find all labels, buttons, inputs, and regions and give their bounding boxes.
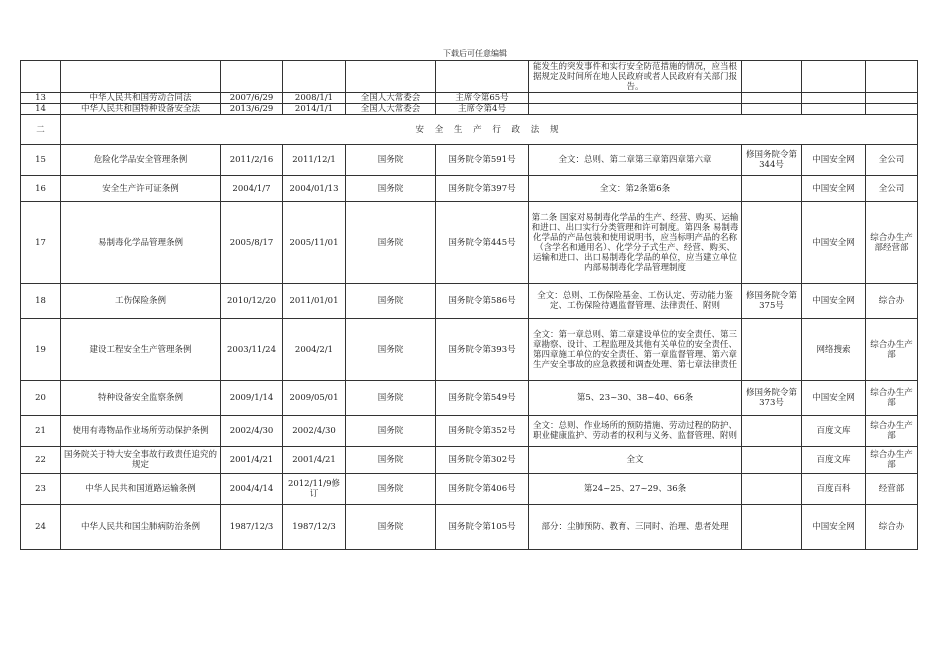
cell-dept: 综合办生产部 <box>866 381 918 416</box>
table-row <box>21 505 918 550</box>
cell-source: 百度百科 <box>802 474 866 505</box>
cell-doc: 国务院令第302号 <box>436 447 529 474</box>
cell-effective: 2011/12/1 <box>283 145 346 176</box>
cell-published: 2004/4/14 <box>221 474 283 505</box>
cell-num: 17 <box>21 202 61 284</box>
cell-effective: 1987/12/3 <box>283 505 346 550</box>
cell-source: 中国安全网 <box>802 284 866 319</box>
cell-name: 特种设备安全监察条例 <box>61 381 221 416</box>
cell-dept: 综合办生产部 <box>866 319 918 381</box>
cell-published: 2005/8/17 <box>221 202 283 284</box>
cell-doc: 国务院令第406号 <box>436 474 529 505</box>
cell-amend: 修国务院令第373号 <box>742 381 802 416</box>
cell-issuer: 国务院 <box>346 176 436 202</box>
cell-source <box>802 104 866 115</box>
cell-dept: 综合办生产部经营部 <box>866 202 918 284</box>
cell-amend <box>742 202 802 284</box>
cell-amend <box>742 416 802 447</box>
cell-num: 13 <box>21 93 61 104</box>
section-number: 二 <box>21 115 61 145</box>
cell-amend <box>742 93 802 104</box>
cell-scope: 部分：尘肺预防、教育、三同时、治理、患者处理 <box>529 505 742 550</box>
cell-doc: 主席令第4号 <box>436 104 529 115</box>
cell-num: 22 <box>21 447 61 474</box>
cell-doc: 国务院令第105号 <box>436 505 529 550</box>
cell-published: 2001/4/21 <box>221 447 283 474</box>
table-row <box>21 202 918 284</box>
cell-effective: 2004/2/1 <box>283 319 346 381</box>
table-row <box>21 447 918 474</box>
cell-source: 百度文库 <box>802 416 866 447</box>
cell-issuer: 国务院 <box>346 416 436 447</box>
cell-issuer: 国务院 <box>346 381 436 416</box>
cell-issuer: 国务院 <box>346 202 436 284</box>
cell-scope: 全文 <box>529 447 742 474</box>
cell-scope: 全文：总则、工伤保险基金、工伤认定、劳动能力鉴定、工伤保险待遇监督管理、法律责任、附则 <box>529 284 742 319</box>
cell-doc: 国务院令第549号 <box>436 381 529 416</box>
cell-source: 中国安全网 <box>802 145 866 176</box>
cell-issuer: 国务院 <box>346 474 436 505</box>
table-row <box>21 416 918 447</box>
cell-dept <box>866 93 918 104</box>
cell-issuer: 国务院 <box>346 505 436 550</box>
cell-source: 网络搜索 <box>802 319 866 381</box>
continuation-row <box>21 61 918 93</box>
cell-name: 中华人民共和国劳动合同法 <box>61 93 221 104</box>
cell-num: 16 <box>21 176 61 202</box>
cell-published: 2002/4/30 <box>221 416 283 447</box>
cell-num: 18 <box>21 284 61 319</box>
cell-amend <box>742 104 802 115</box>
regulations-table <box>20 60 918 550</box>
table-row <box>21 176 918 202</box>
cell-published: 2004/1/7 <box>221 176 283 202</box>
cell-amend: 修国务院令第375号 <box>742 284 802 319</box>
cell-effective: 2011/01/01 <box>283 284 346 319</box>
cell-scope: 第24~25、27~29、36条 <box>529 474 742 505</box>
cell-num: 20 <box>21 381 61 416</box>
cell-dept: 综合办生产部 <box>866 416 918 447</box>
cell-effective: 2001/4/21 <box>283 447 346 474</box>
cell-effective: 2008/1/1 <box>283 93 346 104</box>
cell-scope: 全文：总则、第二章第三章第四章第六章 <box>529 145 742 176</box>
cell-issuer: 全国人大常委会 <box>346 93 436 104</box>
cell-effective: 2005/11/01 <box>283 202 346 284</box>
cell-name: 中华人民共和国尘肺病防治条例 <box>61 505 221 550</box>
cell-doc: 国务院令第352号 <box>436 416 529 447</box>
cell-doc: 国务院令第445号 <box>436 202 529 284</box>
table-row <box>21 145 918 176</box>
cell-scope: 全文：第2条第6条 <box>529 176 742 202</box>
cell-published: 2009/1/14 <box>221 381 283 416</box>
cell-name: 国务院关于特大安全事故行政责任追究的规定 <box>61 447 221 474</box>
cell-num: 15 <box>21 145 61 176</box>
cell-source: 中国安全网 <box>802 505 866 550</box>
cell-effective: 2009/05/01 <box>283 381 346 416</box>
cell-published: 1987/12/3 <box>221 505 283 550</box>
cell-amend <box>742 505 802 550</box>
cell-scope: 第5、23~30、38~40、66条 <box>529 381 742 416</box>
cell-source: 中国安全网 <box>802 202 866 284</box>
cell-name: 易制毒化学品管理条例 <box>61 202 221 284</box>
cell-dept: 综合办生产部 <box>866 447 918 474</box>
cell-num: 14 <box>21 104 61 115</box>
cell-name: 安全生产许可证条例 <box>61 176 221 202</box>
cell-published: 2007/6/29 <box>221 93 283 104</box>
cell-published: 2011/2/16 <box>221 145 283 176</box>
cell-effective: 2004/01/13 <box>283 176 346 202</box>
table-row <box>21 93 918 104</box>
cell-issuer: 国务院 <box>346 447 436 474</box>
cell-dept: 经营部 <box>866 474 918 505</box>
table-row <box>21 474 918 505</box>
cell-issuer: 国务院 <box>346 145 436 176</box>
cell-issuer: 全国人大常委会 <box>346 104 436 115</box>
cell-effective: 2002/4/30 <box>283 416 346 447</box>
cell-issuer: 国务院 <box>346 319 436 381</box>
cell-dept: 全公司 <box>866 176 918 202</box>
table-row <box>21 104 918 115</box>
cell-name: 危险化学品安全管理条例 <box>61 145 221 176</box>
cell-scope: 第二条 国家对易制毒化学品的生产、经营、购买、运输和进口、出口实行分类管理和许可制度。第四条 易制毒化学品的产品包装和使用说明书，应当标明产品的名称（含学名和通用名）、化学分子式生产、经营、购买、运输和进口、出口易制毒化学品的单位，应当建立单位内部易制毒化学品管理制度 <box>529 202 742 284</box>
cell-published: 2013/6/29 <box>221 104 283 115</box>
table-row <box>21 284 918 319</box>
cell-name: 建设工程安全生产管理条例 <box>61 319 221 381</box>
cell-doc: 主席令第65号 <box>436 93 529 104</box>
cell-scope <box>529 93 742 104</box>
page-header: 下载后可任意编辑 <box>443 49 507 58</box>
cell-source <box>802 93 866 104</box>
cell-name: 工伤保险条例 <box>61 284 221 319</box>
cell-num: 24 <box>21 505 61 550</box>
cell-doc: 国务院令第393号 <box>436 319 529 381</box>
cell-scope: 全文：总则、作业场所的预防措施、劳动过程的防护、职业健康监护、劳动者的权利与义务、监督管理、附则 <box>529 416 742 447</box>
table-row <box>21 381 918 416</box>
cell-issuer: 国务院 <box>346 284 436 319</box>
cell-amend <box>742 319 802 381</box>
cell-effective: 2012/11/9修订 <box>283 474 346 505</box>
cell-dept: 综合办 <box>866 505 918 550</box>
cell-amend <box>742 447 802 474</box>
table-row <box>21 319 918 381</box>
cell-doc: 国务院令第397号 <box>436 176 529 202</box>
cell-dept <box>866 104 918 115</box>
cell-scope <box>529 104 742 115</box>
cell-scope: 全文：第一章总则、第二章建设单位的安全责任、第三章勘察、设计、工程监理及其他有关单位的安全责任、第四章施工单位的安全责任、第一章监督管理、第六章生产安全事故的应急救援和调查处理、第七章法律责任 <box>529 319 742 381</box>
cell-source: 百度文库 <box>802 447 866 474</box>
cell-name: 中华人民共和国特种设备安全法 <box>61 104 221 115</box>
cell-scope: 能发生的突发事件和实行安全防范措施的情况，应当根据规定及时间所在地人民政府或者人民政府有关部门报告。 <box>529 61 742 93</box>
cell-doc: 国务院令第586号 <box>436 284 529 319</box>
section-row <box>21 115 918 145</box>
cell-effective: 2014/1/1 <box>283 104 346 115</box>
section-title: 安 全 生 产 行 政 法 规 <box>61 115 918 145</box>
cell-num: 19 <box>21 319 61 381</box>
cell-doc: 国务院令第591号 <box>436 145 529 176</box>
cell-amend <box>742 474 802 505</box>
cell-source: 中国安全网 <box>802 176 866 202</box>
cell-num: 21 <box>21 416 61 447</box>
cell-amend: 修国务院令第344号 <box>742 145 802 176</box>
cell-source: 中国安全网 <box>802 381 866 416</box>
cell-name: 中华人民共和国道路运输条例 <box>61 474 221 505</box>
cell-published: 2010/12/20 <box>221 284 283 319</box>
cell-name: 使用有毒物品作业场所劳动保护条例 <box>61 416 221 447</box>
cell-num: 23 <box>21 474 61 505</box>
cell-published: 2003/11/24 <box>221 319 283 381</box>
cell-amend <box>742 176 802 202</box>
cell-dept: 综合办 <box>866 284 918 319</box>
cell-dept: 全公司 <box>866 145 918 176</box>
